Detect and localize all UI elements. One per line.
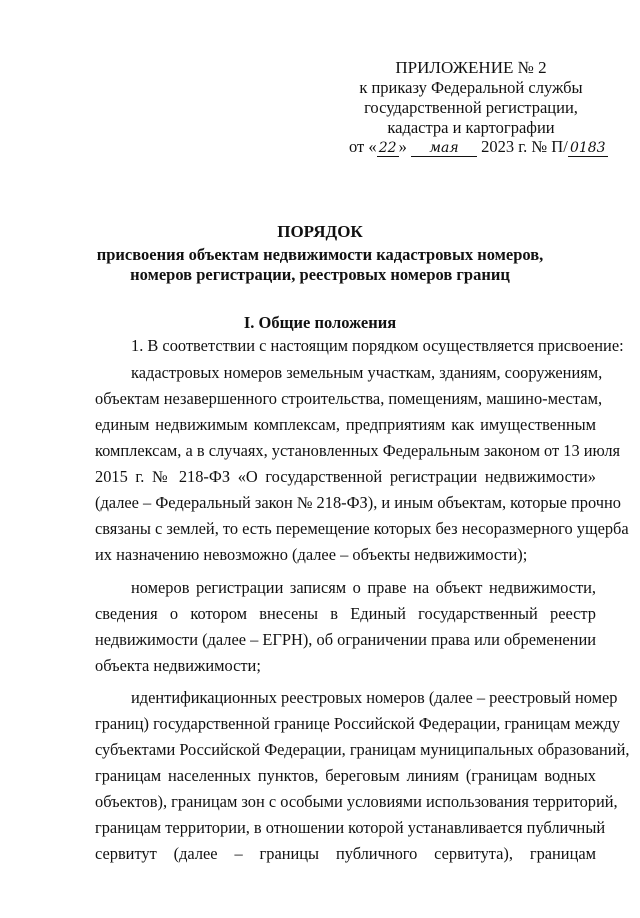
paragraph-line: комплексам, а в случаях, установленных Федеральным законом от 13 июля bbox=[95, 441, 621, 460]
paragraph-line: границам территории, в отношении которой устанавливается публичный bbox=[95, 818, 606, 837]
paragraph-line: кадастровых номеров земельным участкам, зданиям, сооружениям, bbox=[131, 363, 603, 382]
date-month: мая bbox=[411, 141, 477, 157]
paragraph-line: субъектами Российской Федерации, границам муниципальных образований, bbox=[95, 740, 630, 759]
date-day: 22 bbox=[377, 141, 399, 157]
paragraph-line: объекта недвижимости; bbox=[95, 656, 261, 675]
paragraph-line: идентификационных реестровых номеров (далее – реестровый номер bbox=[131, 688, 618, 707]
section-heading: I. Общие положения bbox=[243, 313, 397, 332]
appendix-title: ПРИЛОЖЕНИЕ № 2 bbox=[395, 58, 547, 77]
appendix-line-1: к приказу Федеральной службы bbox=[359, 78, 583, 97]
title-subtitle-1: присвоения объектам недвижимости кадастровых номеров, bbox=[96, 245, 544, 264]
paragraph-line: объектов), границам зон с особыми условиями использования территорий, bbox=[95, 792, 618, 811]
date-prefix: от « bbox=[349, 137, 377, 156]
paragraph-line: сведения о котором внесены в Единый государственный реестр bbox=[95, 604, 596, 623]
appendix-line-3: кадастра и картографии bbox=[387, 118, 555, 137]
appendix-block bbox=[330, 58, 612, 138]
order-number: 0183 bbox=[568, 141, 608, 157]
paragraph-line: их назначению невозможно (далее – объекты недвижимости); bbox=[95, 545, 528, 564]
title-heading: ПОРЯДОК bbox=[277, 222, 363, 241]
paragraph-line: границам населенных пунктов, береговым линиям (границам водных bbox=[95, 766, 596, 785]
paragraph-line: номеров регистрации записям о праве на объект недвижимости, bbox=[131, 578, 596, 597]
date-mid: » bbox=[398, 137, 407, 156]
document-title bbox=[0, 222, 640, 285]
paragraph-line: 2015 г. № 218-ФЗ «О государственной регистрации недвижимости» bbox=[95, 467, 596, 486]
date-year: 2023 г. № П/ bbox=[481, 137, 568, 156]
paragraph-line: объектам незавершенного строительства, помещениям, машино-местам, bbox=[95, 389, 603, 408]
order-date-line bbox=[349, 137, 608, 157]
paragraph-line: связаны с землей, то есть перемещение которых без несоразмерного ущерба bbox=[95, 519, 629, 538]
paragraph-line: единым недвижимым комплексам, предприятиям как имущественным bbox=[95, 415, 596, 434]
appendix-line-2: государственной регистрации, bbox=[364, 98, 578, 117]
paragraph-line: сервитут (далее – границы публичного сервитута), границам bbox=[95, 844, 596, 863]
paragraph-line: границ) государственной границе Российской Федерации, границам между bbox=[95, 714, 621, 733]
title-subtitle-2: номеров регистрации, реестровых номеров границ bbox=[130, 265, 510, 284]
paragraph-line: (далее – Федеральный закон № 218-ФЗ), и иным объектам, которые прочно bbox=[95, 493, 621, 512]
paragraph-line: недвижимости (далее – ЕГРН), об ограничении права или обременении bbox=[95, 630, 596, 649]
paragraph-line: 1. В соответствии с настоящим порядком осуществляется присвоение: bbox=[131, 336, 624, 355]
